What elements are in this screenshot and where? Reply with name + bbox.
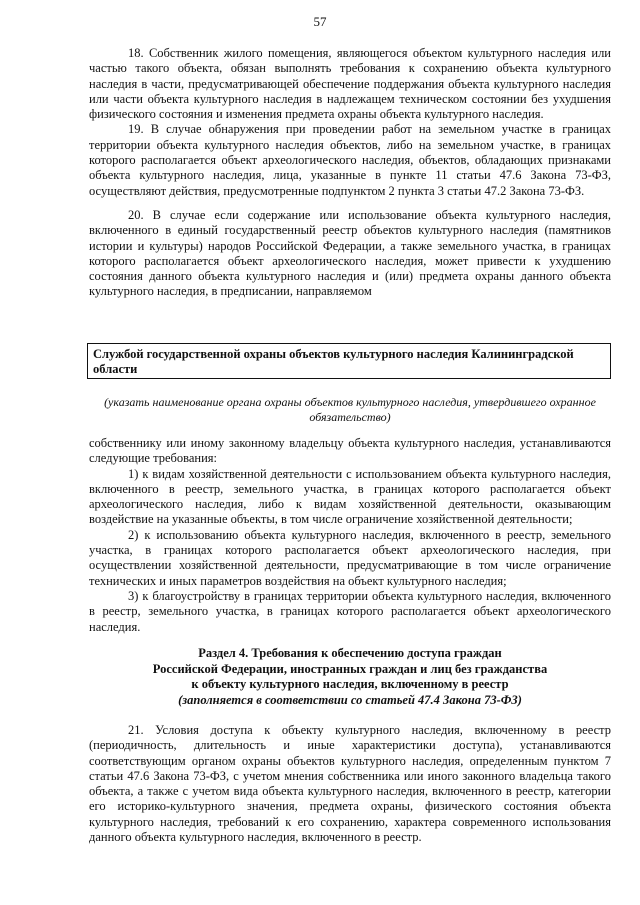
section-4-title-line2: Российской Федерации, иностранных граждан и лиц без гражданства <box>152 661 548 676</box>
paragraph-19: 19. В случае обнаружения при проведении работ на земельном участке в границах территории объекта культурного наследия объектов, либо на земельном участке, в границах которого располагается объект археологического наследия, объектов, обладающих признаками объекта культурного наследия, лица, указанные в пункте 11 статьи 47.6 Закона 73-ФЗ, осуществляют действия, предусмотренные подпунктом 2 пункта 3 статьи 47.2 Закона 73-ФЗ. <box>89 122 611 198</box>
paragraph-21: 21. Условия доступа к объекту культурного наследия, включенному в реестр (периодичность, длительность и иные характеристики доступа), устанавливаются соответствующим органом охраны объектов культурного наследия, определенным пунктом 7 статьи 47.6 Закона 73-ФЗ, с учетом мнения собственника или иного законного владельца такого объекта, а также с учетом вида объекта культурного наследия, включенного в реестр, категории его историко-культурного значения, предмета охраны, физического состояния объекта культурного наследия, требований к его сохранению, характера современного использования данного объекта культурного наследия, включенного в реестр. <box>89 723 611 845</box>
requirement-2: 2) к использованию объекта культурного наследия, включенного в реестр, земельного участка, в границах которого располагается объект археологического наследия, при осуществлении хозяйственной деятельности, предусматривающие в том числе ограничение технических и иных параметров воздействия на объект культурного наследия; <box>89 527 611 588</box>
requirement-3: 3) к благоустройству в границах территории объекта культурного наследия, включенного в реестр, земельного участка, в границах которого располагается объект археологического наследия. <box>89 588 611 634</box>
section-4-heading <box>89 646 611 708</box>
requirements-list <box>89 436 611 635</box>
paragraph-18: 18. Собственник жилого помещения, являющегося объектом культурного наследия или частью такого объекта, обязан выполнять требования к сохранению объекта культурного наследия в части, предусматривающей обеспечение поддержания объекта культурного наследия или части объекта культурного наследия в надлежащем техническом состоянии без ухудшения физического состояния и изменения предмета охраны объекта культурного наследия. <box>89 46 611 122</box>
requirements-lead: собственнику или иному законному владельцу объекта культурного наследия, устанавливаются следующие требования: <box>89 436 611 466</box>
paragraphs-18-20 <box>89 46 611 300</box>
authority-hint: (указать наименование органа охраны объектов культурного наследия, утвердившего охранное обязательство) <box>104 395 596 424</box>
section-4-note: (заполняется в соответствии со статьей 47.4 Закона 73-ФЗ) <box>178 692 522 707</box>
paragraph-21-block <box>89 723 611 845</box>
section-4-title-line3: к объекту культурного наследия, включенному в реестр <box>191 677 509 692</box>
requirement-1: 1) к видам хозяйственной деятельности с использованием объекта культурного наследия, включенного в реестр, земельного участка, в границах которого располагается объект археологического наследия, либо к видам хозяйственной деятельности, оказывающим воздействие на указанные объекты, в том числе ограничение хозяйственной деятельности; <box>89 466 611 527</box>
page-number: 57 <box>313 14 327 29</box>
section-4-title-line1: Раздел 4. Требования к обеспечению доступа граждан <box>198 646 502 660</box>
paragraph-20: 20. В случае если содержание или использование объекта культурного наследия, включенного в единый государственный реестр объектов культурного наследия (памятников истории и культуры) народов Российской Федерации, а также земельного участка, в границах которого располагается объект археологического наследия, может привести к ухудшению состояния данного объекта культурного наследия и (или) предмета охраны данного объекта культурного наследия, в предписании, направляемом <box>89 207 611 299</box>
authority-name-box: Службой государственной охраны объектов культурного наследия Калининградской области <box>87 343 611 379</box>
